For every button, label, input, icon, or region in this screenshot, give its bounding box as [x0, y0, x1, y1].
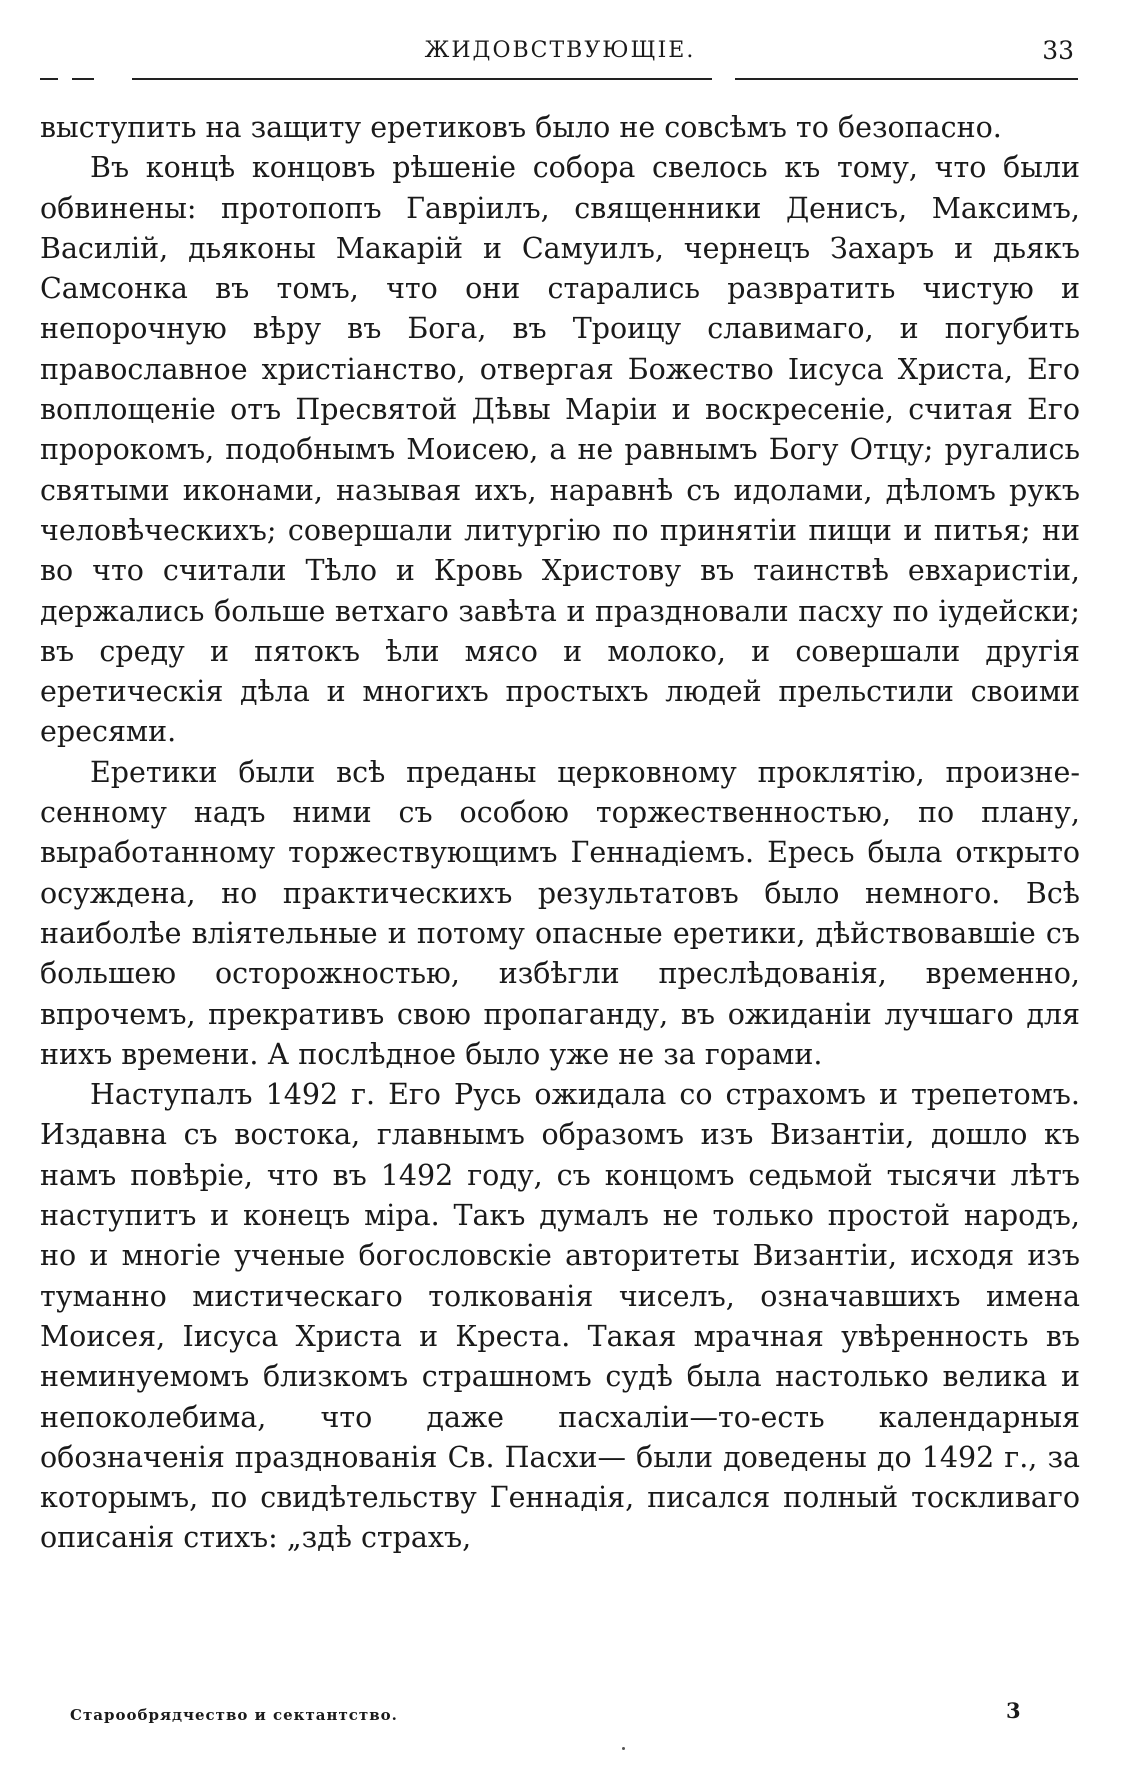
running-title: ЖИДОВСТВУЮЩІЕ. [424, 38, 696, 63]
running-head [40, 36, 1080, 70]
header-rule [735, 78, 1078, 80]
paragraph: Наступалъ 1492 г. Его Русь ожидала со страхомъ и трепетомъ. Издавна съ востока, главнымъ образомъ изъ Византіи, дошло къ намъ повѣріе, что въ 1492 году, съ концомъ седьмой тысячи лѣтъ наступитъ и конецъ міра. Такъ думалъ не только простой народъ, но и многіе ученые богословскіе авторитеты Византіи, исходя изъ туманно мистическаго толкованія чиселъ, означавшихъ имена Моисея, Іисуса Христа и Креста. Такая мрачная увѣренность въ неминуемомъ близкомъ страшномъ судѣ была настолько велика и непоколебима, что даже пасхаліи—то-есть календарныя обозначенія празднованія Св. Пасхи— были доведены до 1492 г., за которымъ, по свидѣтельству Геннадія, писался полный тоскливаго описанія стихъ: „здѣ страхъ, [40, 1078, 1080, 1555]
header-rule [72, 78, 94, 80]
paragraph: Еретики были всѣ преданы церковному проклятію, произнесенному надъ ними съ особою торжественностью, по плану, выработанному торжествующимъ Геннадіемъ. Ересь была открыто осуждена, но практическихъ результатовъ было немного. Всѣ наиболѣе вліятельные и потому опасные еретики, дѣйствовавшіе съ большею осторожностью, избѣгли преслѣдованія, временно, впрочемъ, прекративъ свою пропаганду, въ ожиданіи лучшаго для нихъ времени. А послѣдное было уже не за горами. [40, 755, 1080, 1071]
header-rule [40, 78, 58, 80]
paragraph-continuation: выступить на защиту еретиковъ было не совсѣмъ то безопасно. [40, 111, 1002, 144]
page-number: 33 [1042, 36, 1074, 65]
sheet-number: 3 [1006, 1698, 1021, 1723]
body-text [40, 108, 1080, 1559]
print-speck [622, 1747, 625, 1750]
footer-signature: Старообрядчество и сектантство. [70, 1706, 398, 1724]
paragraph: Въ концѣ концовъ рѣшеніе собора свелось къ тому, что были обвинены: протопопъ Гавріилъ, священники Денисъ, Максимъ, Василій, дьяконы Макарій и Самуилъ, чернецъ Захаръ и дьякъ Самсонка въ томъ, что они старались развратить чистую и непорочную вѣру въ Бога, въ Троицу славимаго, и погубить православное христіанство, отвергая Божество Іисуса Христа, Его воплощеніе отъ Пресвятой Дѣвы Маріи и воскресеніе, считая Его пророкомъ, подобнымъ Моисею, а не равнымъ Богу Отцу; ругались святыми иконами, называя ихъ, наравнѣ съ идолами, дѣломъ рукъ человѣческихъ; совершали литургію по принятіи пищи и питья; ни во что считали Тѣло и Кровь Христову въ таинствѣ евхаристіи, держались больше ветхаго завѣта и праздновали пасху по іудейски; въ среду и пятокъ ѣли мясо и молоко, и совершали другія еретическія дѣла и многихъ простыхъ людей прельстили своими ересями. [40, 151, 1080, 749]
header-rule [132, 78, 712, 80]
